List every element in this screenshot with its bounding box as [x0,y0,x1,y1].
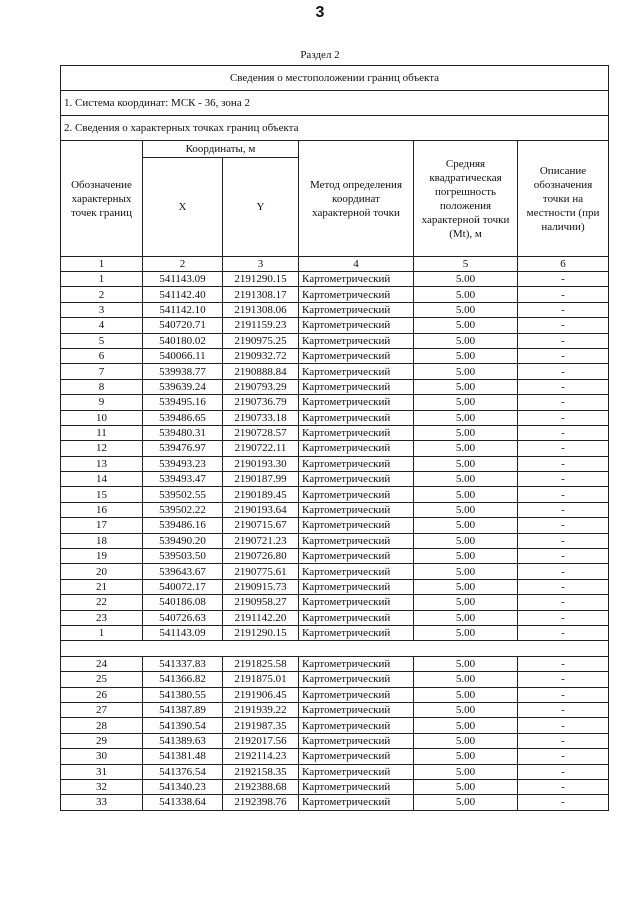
table-row [61,348,609,363]
point-id: 19 [61,549,143,564]
table-row [61,779,609,794]
coord-x: 540180.02 [143,333,223,348]
coord-x: 539495.16 [143,395,223,410]
coord-y: 2190733.18 [223,410,299,425]
description: - [518,441,609,456]
point-id: 13 [61,456,143,471]
table-row [61,410,609,425]
description: - [518,702,609,717]
error: 5.00 [414,502,518,517]
error: 5.00 [414,287,518,302]
table-row [61,441,609,456]
coord-y: 2191939.22 [223,702,299,717]
coord-x: 539490.20 [143,533,223,548]
table-row [61,764,609,779]
table-title-row [61,66,609,91]
table-row [61,595,609,610]
description: - [518,318,609,333]
table-row [61,795,609,810]
method: Картометрический [299,764,414,779]
coord-y: 2190888.84 [223,364,299,379]
table-row [61,518,609,533]
coord-x: 539643.67 [143,564,223,579]
description: - [518,549,609,564]
column-number: 6 [518,257,609,272]
points-title-row [61,116,609,141]
description: - [518,749,609,764]
error: 5.00 [414,441,518,456]
description: - [518,779,609,794]
table-row [61,672,609,687]
coord-x: 540726.63 [143,610,223,625]
description: - [518,595,609,610]
table-row [61,579,609,594]
coord-x: 539480.31 [143,425,223,440]
table-row [61,733,609,748]
method: Картометрический [299,687,414,702]
method: Картометрический [299,333,414,348]
description: - [518,364,609,379]
method: Картометрический [299,318,414,333]
table-row [61,272,609,287]
coord-x: 541366.82 [143,672,223,687]
table-row [61,533,609,548]
table-row [61,718,609,733]
description: - [518,425,609,440]
header-error: Средняя квадратическая погрешность положения характерной точки (Mt), м [414,141,518,257]
coord-y: 2192388.68 [223,779,299,794]
table-row [61,395,609,410]
coord-y: 2192017.56 [223,733,299,748]
point-id: 1 [61,272,143,287]
method: Картометрический [299,348,414,363]
coord-x: 539493.47 [143,472,223,487]
method: Картометрический [299,287,414,302]
description: - [518,764,609,779]
error: 5.00 [414,687,518,702]
coord-x: 539503.50 [143,549,223,564]
coord-y: 2190932.72 [223,348,299,363]
table-row [61,564,609,579]
description: - [518,672,609,687]
table-row [61,749,609,764]
coord-y: 2192114.23 [223,749,299,764]
point-id: 23 [61,610,143,625]
column-number: 3 [223,257,299,272]
error: 5.00 [414,410,518,425]
coord-y: 2192158.35 [223,764,299,779]
coord-y: 2190775.61 [223,564,299,579]
coord-x: 540066.11 [143,348,223,363]
error: 5.00 [414,625,518,640]
method: Картометрический [299,364,414,379]
point-id: 11 [61,425,143,440]
error: 5.00 [414,302,518,317]
coord-y: 2191290.15 [223,625,299,640]
coord-x: 541387.89 [143,702,223,717]
description: - [518,733,609,748]
header-method: Метод определения координат характерной точки [299,141,414,257]
description: - [518,579,609,594]
coord-y: 2191290.15 [223,272,299,287]
method: Картометрический [299,656,414,671]
method: Картометрический [299,595,414,610]
coord-y: 2190193.30 [223,456,299,471]
coord-x: 541337.83 [143,656,223,671]
method: Картометрический [299,549,414,564]
table-row [61,656,609,671]
coord-x: 539486.65 [143,410,223,425]
coord-x: 541390.54 [143,718,223,733]
method: Картометрический [299,702,414,717]
method: Картометрический [299,379,414,394]
coord-system: 1. Система координат: МСК - 36, зона 2 [61,91,609,116]
coord-y: 2191906.45 [223,687,299,702]
point-id: 10 [61,410,143,425]
table-row [61,333,609,348]
table-row [61,364,609,379]
column-number: 4 [299,257,414,272]
coord-y: 2192398.76 [223,795,299,810]
coord-x: 540072.17 [143,579,223,594]
error: 5.00 [414,348,518,363]
point-id: 7 [61,364,143,379]
coord-x: 539486.16 [143,518,223,533]
description: - [518,518,609,533]
error: 5.00 [414,549,518,564]
coord-y: 2190193.64 [223,502,299,517]
error: 5.00 [414,579,518,594]
error: 5.00 [414,333,518,348]
points-title: 2. Сведения о характерных точках границ объекта [61,116,609,141]
table-row [61,472,609,487]
point-id: 31 [61,764,143,779]
coord-x: 539639.24 [143,379,223,394]
method: Картометрический [299,795,414,810]
point-id: 15 [61,487,143,502]
coord-x: 539938.77 [143,364,223,379]
method: Картометрический [299,487,414,502]
table-row [61,379,609,394]
coord-y: 2191825.58 [223,656,299,671]
error: 5.00 [414,456,518,471]
header-coords: Координаты, м [143,141,299,158]
table-row [61,487,609,502]
error: 5.00 [414,749,518,764]
description: - [518,333,609,348]
method: Картометрический [299,395,414,410]
error: 5.00 [414,395,518,410]
coord-y: 2190187.99 [223,472,299,487]
description: - [518,302,609,317]
coord-y: 2190736.79 [223,395,299,410]
header-x: X [143,158,223,257]
method: Картометрический [299,672,414,687]
table-row [61,610,609,625]
error: 5.00 [414,487,518,502]
method: Картометрический [299,718,414,733]
description: - [518,395,609,410]
point-id: 18 [61,533,143,548]
description: - [518,487,609,502]
point-id: 25 [61,672,143,687]
coord-x: 541389.63 [143,733,223,748]
group-separator [61,641,609,656]
table-row [61,502,609,517]
method: Картометрический [299,272,414,287]
description: - [518,272,609,287]
point-id: 9 [61,395,143,410]
header-y: Y [223,158,299,257]
point-id: 27 [61,702,143,717]
error: 5.00 [414,733,518,748]
group-separator-row [61,641,609,656]
point-id: 16 [61,502,143,517]
error: 5.00 [414,364,518,379]
table-row [61,287,609,302]
coord-y: 2190728.57 [223,425,299,440]
error: 5.00 [414,272,518,287]
description: - [518,656,609,671]
method: Картометрический [299,472,414,487]
coord-y: 2191142.20 [223,610,299,625]
description: - [518,502,609,517]
point-id: 2 [61,287,143,302]
method: Картометрический [299,425,414,440]
method: Картометрический [299,533,414,548]
coord-x: 541376.54 [143,764,223,779]
coord-y: 2190726.80 [223,549,299,564]
description: - [518,410,609,425]
coord-y: 2191875.01 [223,672,299,687]
coord-y: 2190189.45 [223,487,299,502]
error: 5.00 [414,318,518,333]
coord-x: 539502.55 [143,487,223,502]
point-id: 29 [61,733,143,748]
coord-x: 541340.23 [143,779,223,794]
description: - [518,718,609,733]
description: - [518,379,609,394]
method: Картометрический [299,579,414,594]
table-row [61,425,609,440]
error: 5.00 [414,656,518,671]
error: 5.00 [414,472,518,487]
point-id: 1 [61,625,143,640]
point-id: 22 [61,595,143,610]
error: 5.00 [414,533,518,548]
coord-x: 541381.48 [143,749,223,764]
coord-y: 2191308.06 [223,302,299,317]
column-number: 2 [143,257,223,272]
method: Картометрический [299,410,414,425]
coord-y: 2190722.11 [223,441,299,456]
method: Картометрический [299,749,414,764]
section-label: Раздел 2 [300,49,340,61]
point-id: 32 [61,779,143,794]
header-row-coords [61,141,609,158]
error: 5.00 [414,779,518,794]
header-description: Описание обозначения точки на местности (при наличии) [518,141,609,257]
description: - [518,287,609,302]
error: 5.00 [414,764,518,779]
coord-y: 2191987.35 [223,718,299,733]
table-row [61,625,609,640]
point-id: 8 [61,379,143,394]
column-number: 5 [414,257,518,272]
error: 5.00 [414,595,518,610]
description: - [518,564,609,579]
description: - [518,610,609,625]
method: Картометрический [299,441,414,456]
description: - [518,456,609,471]
header-point: Обозначение характерных точек границ [61,141,143,257]
table-row [61,318,609,333]
error: 5.00 [414,564,518,579]
description: - [518,348,609,363]
coord-system-row [61,91,609,116]
coord-x: 539493.23 [143,456,223,471]
point-id: 33 [61,795,143,810]
point-id: 24 [61,656,143,671]
coord-y: 2191308.17 [223,287,299,302]
method: Картометрический [299,733,414,748]
error: 5.00 [414,795,518,810]
table-row [61,549,609,564]
coord-x: 541380.55 [143,687,223,702]
point-id: 14 [61,472,143,487]
coord-x: 541142.40 [143,287,223,302]
description: - [518,533,609,548]
coord-x: 541143.09 [143,272,223,287]
coord-y: 2190721.23 [223,533,299,548]
error: 5.00 [414,610,518,625]
column-number-row [61,257,609,272]
page-number: 3 [315,4,325,21]
column-number: 1 [61,257,143,272]
point-id: 17 [61,518,143,533]
method: Картометрический [299,518,414,533]
point-id: 26 [61,687,143,702]
coord-x: 539502.22 [143,502,223,517]
coord-y: 2190715.67 [223,518,299,533]
point-id: 4 [61,318,143,333]
table-title: Сведения о местоположении границ объекта [61,66,609,91]
method: Картометрический [299,456,414,471]
error: 5.00 [414,702,518,717]
coord-x: 541143.09 [143,625,223,640]
method: Картометрический [299,502,414,517]
coord-x: 540186.08 [143,595,223,610]
coord-x: 541142.10 [143,302,223,317]
method: Картометрический [299,610,414,625]
point-id: 20 [61,564,143,579]
point-id: 30 [61,749,143,764]
coord-x: 541338.64 [143,795,223,810]
error: 5.00 [414,425,518,440]
point-id: 12 [61,441,143,456]
error: 5.00 [414,379,518,394]
point-id: 6 [61,348,143,363]
point-id: 3 [61,302,143,317]
coord-x: 539476.97 [143,441,223,456]
method: Картометрический [299,779,414,794]
method: Картометрический [299,564,414,579]
coord-x: 540720.71 [143,318,223,333]
table-row [61,302,609,317]
method: Картометрический [299,302,414,317]
description: - [518,472,609,487]
coord-y: 2190958.27 [223,595,299,610]
coord-y: 2190793.29 [223,379,299,394]
table-row [61,456,609,471]
error: 5.00 [414,518,518,533]
point-id: 21 [61,579,143,594]
description: - [518,625,609,640]
point-id: 28 [61,718,143,733]
description: - [518,795,609,810]
coord-y: 2191159.23 [223,318,299,333]
point-id: 5 [61,333,143,348]
description: - [518,687,609,702]
coord-y: 2190915.73 [223,579,299,594]
boundary-points-table [60,65,609,811]
error: 5.00 [414,672,518,687]
error: 5.00 [414,718,518,733]
table-row [61,687,609,702]
table-row [61,702,609,717]
method: Картометрический [299,625,414,640]
coord-y: 2190975.25 [223,333,299,348]
